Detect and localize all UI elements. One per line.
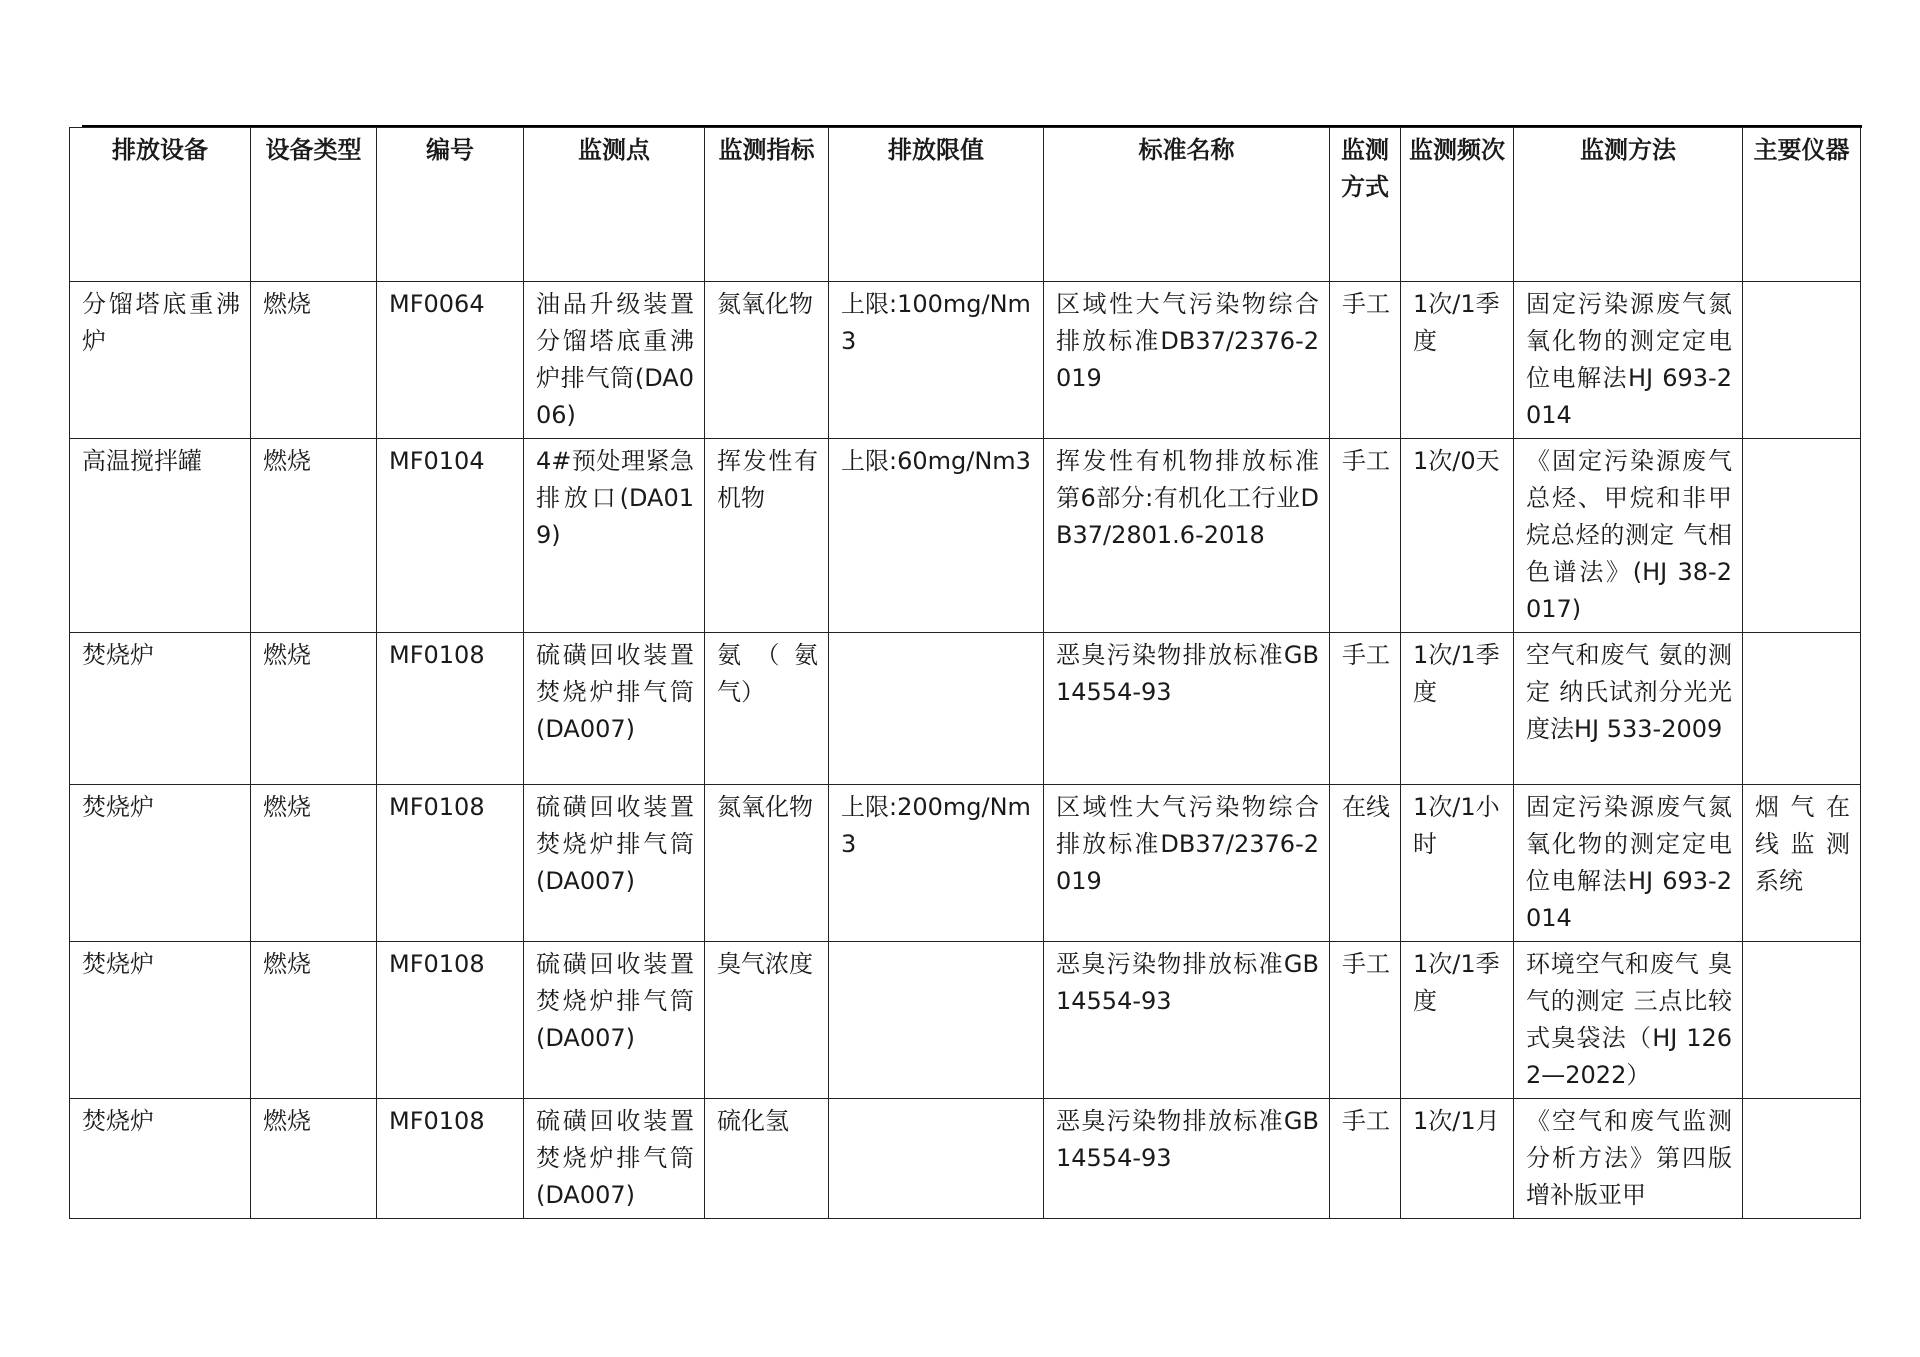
cell-method: 固定污染源废气氮氧化物的测定定电位电解法HJ 693-2014	[1514, 282, 1743, 439]
cell-standard: 恶臭污染物排放标准GB 14554-93	[1044, 942, 1330, 1099]
cell-monitoring-point: 油品升级装置分馏塔底重沸炉排气筒(DA006)	[524, 282, 705, 439]
header-cell: 监测方式	[1330, 128, 1401, 282]
cell-frequency: 1次/1季度	[1401, 633, 1514, 785]
cell-method: 空气和废气 氨的测定 纳氏试剂分光光度法HJ 533-2009	[1514, 633, 1743, 785]
cell-limit: 上限:60mg/Nm3	[829, 439, 1044, 633]
table-row	[70, 942, 1861, 1099]
cell-instrument: 烟气在线监测系统	[1743, 785, 1861, 942]
cell-code: MF0108	[377, 942, 524, 1099]
header-cell: 主要仪器	[1743, 128, 1861, 282]
cell-limit	[829, 633, 1044, 785]
cell-indicator: 氮氧化物	[705, 282, 829, 439]
cell-indicator: 氮氧化物	[705, 785, 829, 942]
cell-method-type: 手工	[1330, 439, 1401, 633]
cell-indicator: 硫化氢	[705, 1099, 829, 1219]
cell-frequency: 1次/1季度	[1401, 942, 1514, 1099]
header-cell: 监测方法	[1514, 128, 1743, 282]
cell-monitoring-point: 4#预处理紧急排放口(DA019)	[524, 439, 705, 633]
cell-method-type: 手工	[1330, 633, 1401, 785]
cell-standard: 区域性大气污染物综合排放标准DB37/2376-2019	[1044, 785, 1330, 942]
cell-code: MF0108	[377, 1099, 524, 1219]
header-cell: 监测指标	[705, 128, 829, 282]
cell-limit: 上限:200mg/Nm3	[829, 785, 1044, 942]
cell-equipment-type: 燃烧	[251, 1099, 377, 1219]
cell-standard: 挥发性有机物排放标准第6部分:有机化工行业DB37/2801.6-2018	[1044, 439, 1330, 633]
cell-instrument	[1743, 942, 1861, 1099]
cell-limit: 上限:100mg/Nm3	[829, 282, 1044, 439]
cell-standard: 恶臭污染物排放标准GB 14554-93	[1044, 633, 1330, 785]
cell-method: 《空气和废气监测分析方法》第四版增补版亚甲	[1514, 1099, 1743, 1219]
cell-code: MF0064	[377, 282, 524, 439]
cell-monitoring-point: 硫磺回收装置焚烧炉排气筒(DA007)	[524, 785, 705, 942]
table-row	[70, 633, 1861, 785]
cell-code: MF0104	[377, 439, 524, 633]
cell-method: 固定污染源废气氮氧化物的测定定电位电解法HJ 693-2014	[1514, 785, 1743, 942]
cell-limit	[829, 1099, 1044, 1219]
header-cell: 编号	[377, 128, 524, 282]
table-row	[70, 439, 1861, 633]
cell-method-type: 手工	[1330, 282, 1401, 439]
cell-monitoring-point: 硫磺回收装置焚烧炉排气筒(DA007)	[524, 942, 705, 1099]
cell-monitoring-point: 硫磺回收装置焚烧炉排气筒(DA007)	[524, 633, 705, 785]
cell-method-type: 手工	[1330, 1099, 1401, 1219]
cell-frequency: 1次/0天	[1401, 439, 1514, 633]
cell-limit	[829, 942, 1044, 1099]
cell-instrument	[1743, 1099, 1861, 1219]
header-cell: 排放设备	[70, 128, 251, 282]
cell-method: 环境空气和废气 臭气的测定 三点比较式臭袋法（HJ 1262—2022）	[1514, 942, 1743, 1099]
cell-equipment: 分馏塔底重沸炉	[70, 282, 251, 439]
cell-method-type: 在线	[1330, 785, 1401, 942]
cell-equipment-type: 燃烧	[251, 785, 377, 942]
header-cell: 标准名称	[1044, 128, 1330, 282]
cell-standard: 区域性大气污染物综合排放标准DB37/2376-2019	[1044, 282, 1330, 439]
cell-equipment: 高温搅拌罐	[70, 439, 251, 633]
header-cell: 排放限值	[829, 128, 1044, 282]
cell-instrument	[1743, 439, 1861, 633]
table-row	[70, 282, 1861, 439]
table-row	[70, 1099, 1861, 1219]
cell-indicator: 挥发性有机物	[705, 439, 829, 633]
header-cell: 监测频次	[1401, 128, 1514, 282]
cell-instrument	[1743, 282, 1861, 439]
cell-indicator: 氨（氨气）	[705, 633, 829, 785]
cell-equipment-type: 燃烧	[251, 439, 377, 633]
cell-frequency: 1次/1小时	[1401, 785, 1514, 942]
cell-frequency: 1次/1月	[1401, 1099, 1514, 1219]
cell-equipment-type: 燃烧	[251, 282, 377, 439]
cell-equipment: 焚烧炉	[70, 785, 251, 942]
header-cell: 设备类型	[251, 128, 377, 282]
cell-standard: 恶臭污染物排放标准GB 14554-93	[1044, 1099, 1330, 1219]
table-header-row	[70, 128, 1861, 282]
header-cell: 监测点	[524, 128, 705, 282]
cell-equipment: 焚烧炉	[70, 942, 251, 1099]
monitoring-table	[69, 127, 1861, 1219]
table-row	[70, 785, 1861, 942]
cell-frequency: 1次/1季度	[1401, 282, 1514, 439]
cell-instrument	[1743, 633, 1861, 785]
cell-code: MF0108	[377, 633, 524, 785]
cell-method: 《固定污染源废气 总烃、甲烷和非甲烷总烃的测定 气相色谱法》(HJ 38-2017)	[1514, 439, 1743, 633]
cell-monitoring-point: 硫磺回收装置焚烧炉排气筒(DA007)	[524, 1099, 705, 1219]
cell-code: MF0108	[377, 785, 524, 942]
cell-indicator: 臭气浓度	[705, 942, 829, 1099]
cell-equipment: 焚烧炉	[70, 1099, 251, 1219]
cell-method-type: 手工	[1330, 942, 1401, 1099]
cell-equipment-type: 燃烧	[251, 942, 377, 1099]
cell-equipment-type: 燃烧	[251, 633, 377, 785]
cell-equipment: 焚烧炉	[70, 633, 251, 785]
